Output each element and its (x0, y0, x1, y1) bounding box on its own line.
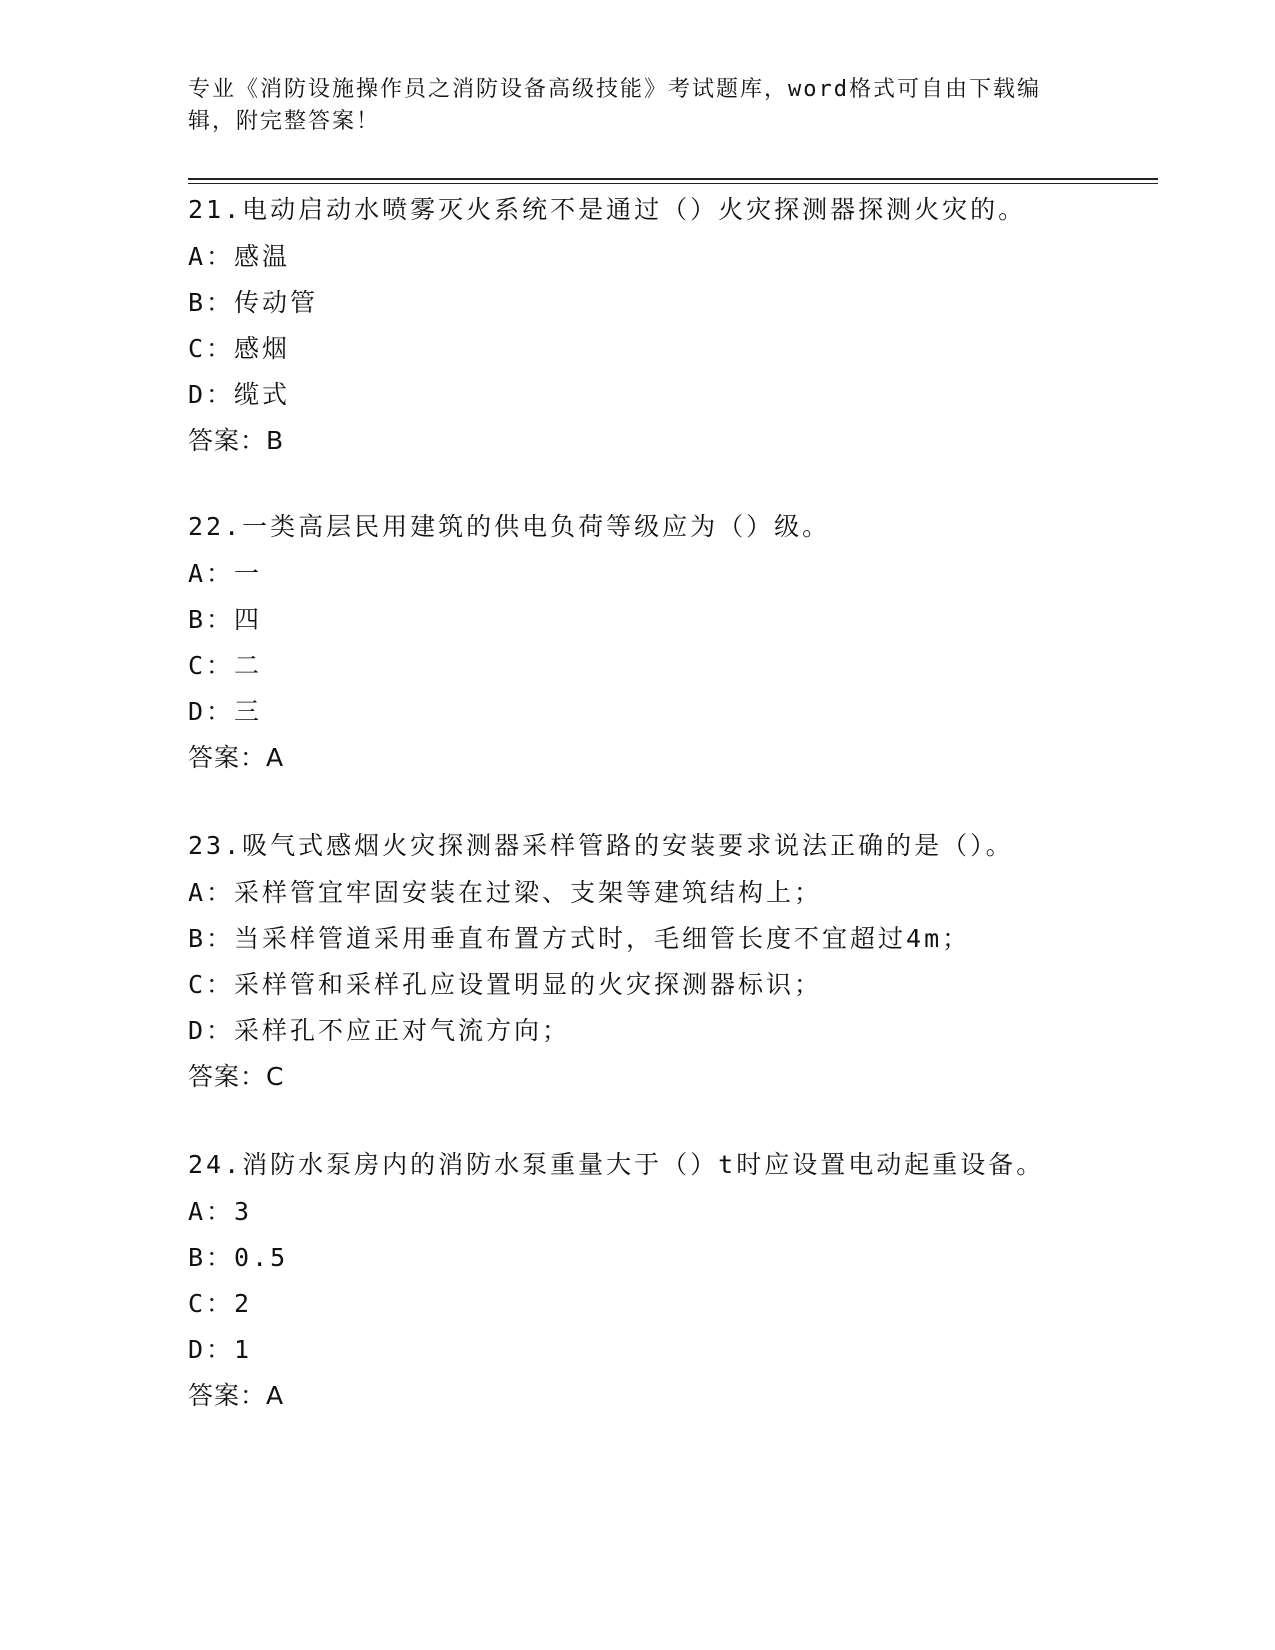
option-a: A：感温 (188, 242, 291, 271)
option-d: D：三 (188, 697, 263, 726)
answer-line: 答案：A (188, 1381, 285, 1410)
header-divider-thin (188, 183, 1158, 184)
answer-line: 答案：C (188, 1062, 285, 1091)
option-a: A：一 (188, 559, 263, 588)
question-23 (188, 822, 1188, 1100)
answer-line: 答案：A (188, 743, 285, 772)
header-line-2: 辑，附完整答案！ (188, 109, 381, 134)
option-b: B：当采样管道采用垂直布置方式时，毛细管长度不宜超过4m； (188, 924, 971, 953)
question-24 (188, 1141, 1188, 1419)
option-b: B：传动管 (188, 288, 319, 317)
option-d: D：1 (188, 1335, 253, 1364)
option-a: A：采样管宜牢固安装在过梁、支架等建筑结构上； (188, 878, 823, 907)
header-line-1: 专业《消防设施操作员之消防设备高级技能》考试题库，word格式可自由下载编 (188, 77, 1041, 102)
question-stem: 22.一类高层民用建筑的供电负荷等级应为（）级。 (188, 512, 831, 541)
question-22 (188, 503, 1188, 781)
option-d: D：缆式 (188, 380, 291, 409)
question-stem: 24.消防水泵房内的消防水泵重量大于（）t时应设置电动起重设备。 (188, 1150, 1045, 1179)
option-b: B：四 (188, 605, 263, 634)
question-21 (188, 186, 1188, 464)
option-c: C：采样管和采样孔应设置明显的火灾探测器标识； (188, 970, 823, 999)
option-c: C：感烟 (188, 334, 291, 363)
option-a: A：3 (188, 1197, 253, 1226)
option-d: D：采样孔不应正对气流方向； (188, 1016, 571, 1045)
question-stem: 23.吸气式感烟火灾探测器采样管路的安装要求说法正确的是（）。 (188, 831, 1014, 860)
option-b: B：0.5 (188, 1243, 289, 1272)
option-c: C：2 (188, 1289, 253, 1318)
header-divider-thick (188, 178, 1158, 180)
question-stem: 21.电动启动水喷雾灭火系统不是通过（）火灾探测器探测火灾的。 (188, 195, 1027, 224)
option-c: C：二 (188, 651, 263, 680)
document-header (188, 74, 1068, 138)
answer-line: 答案：B (188, 426, 285, 455)
